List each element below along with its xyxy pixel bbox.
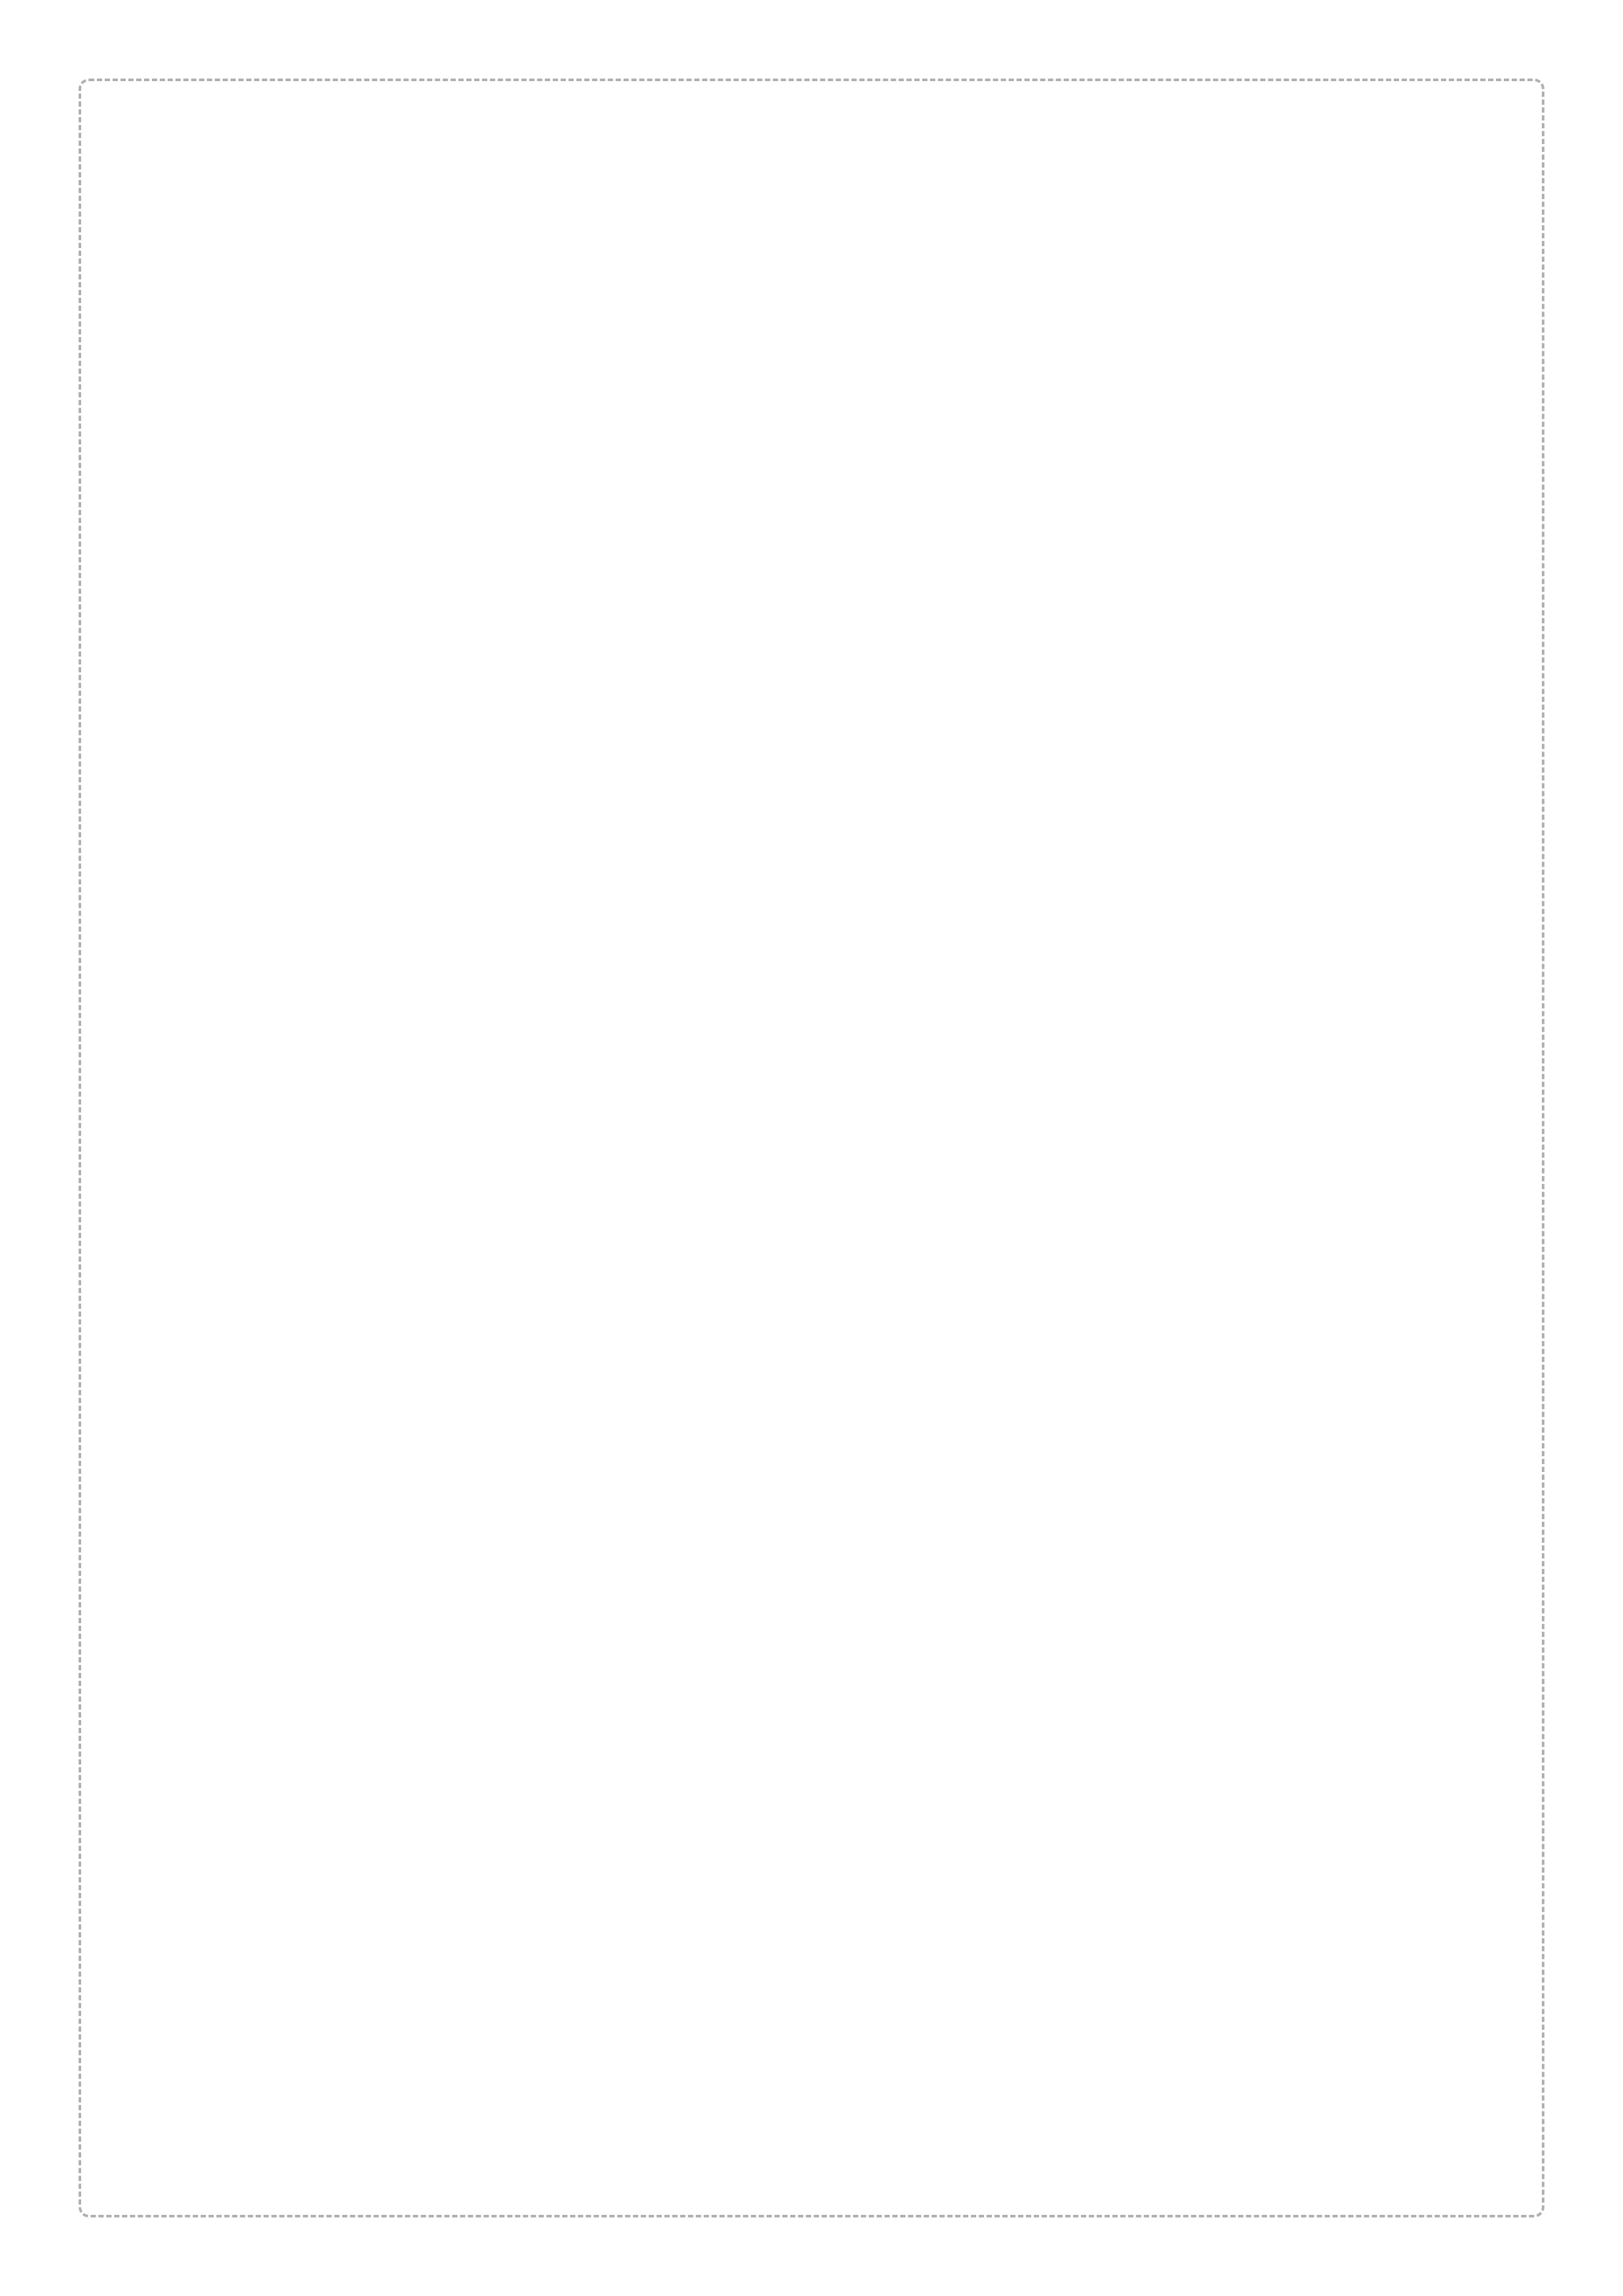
placeholder-container [79,79,1544,2217]
